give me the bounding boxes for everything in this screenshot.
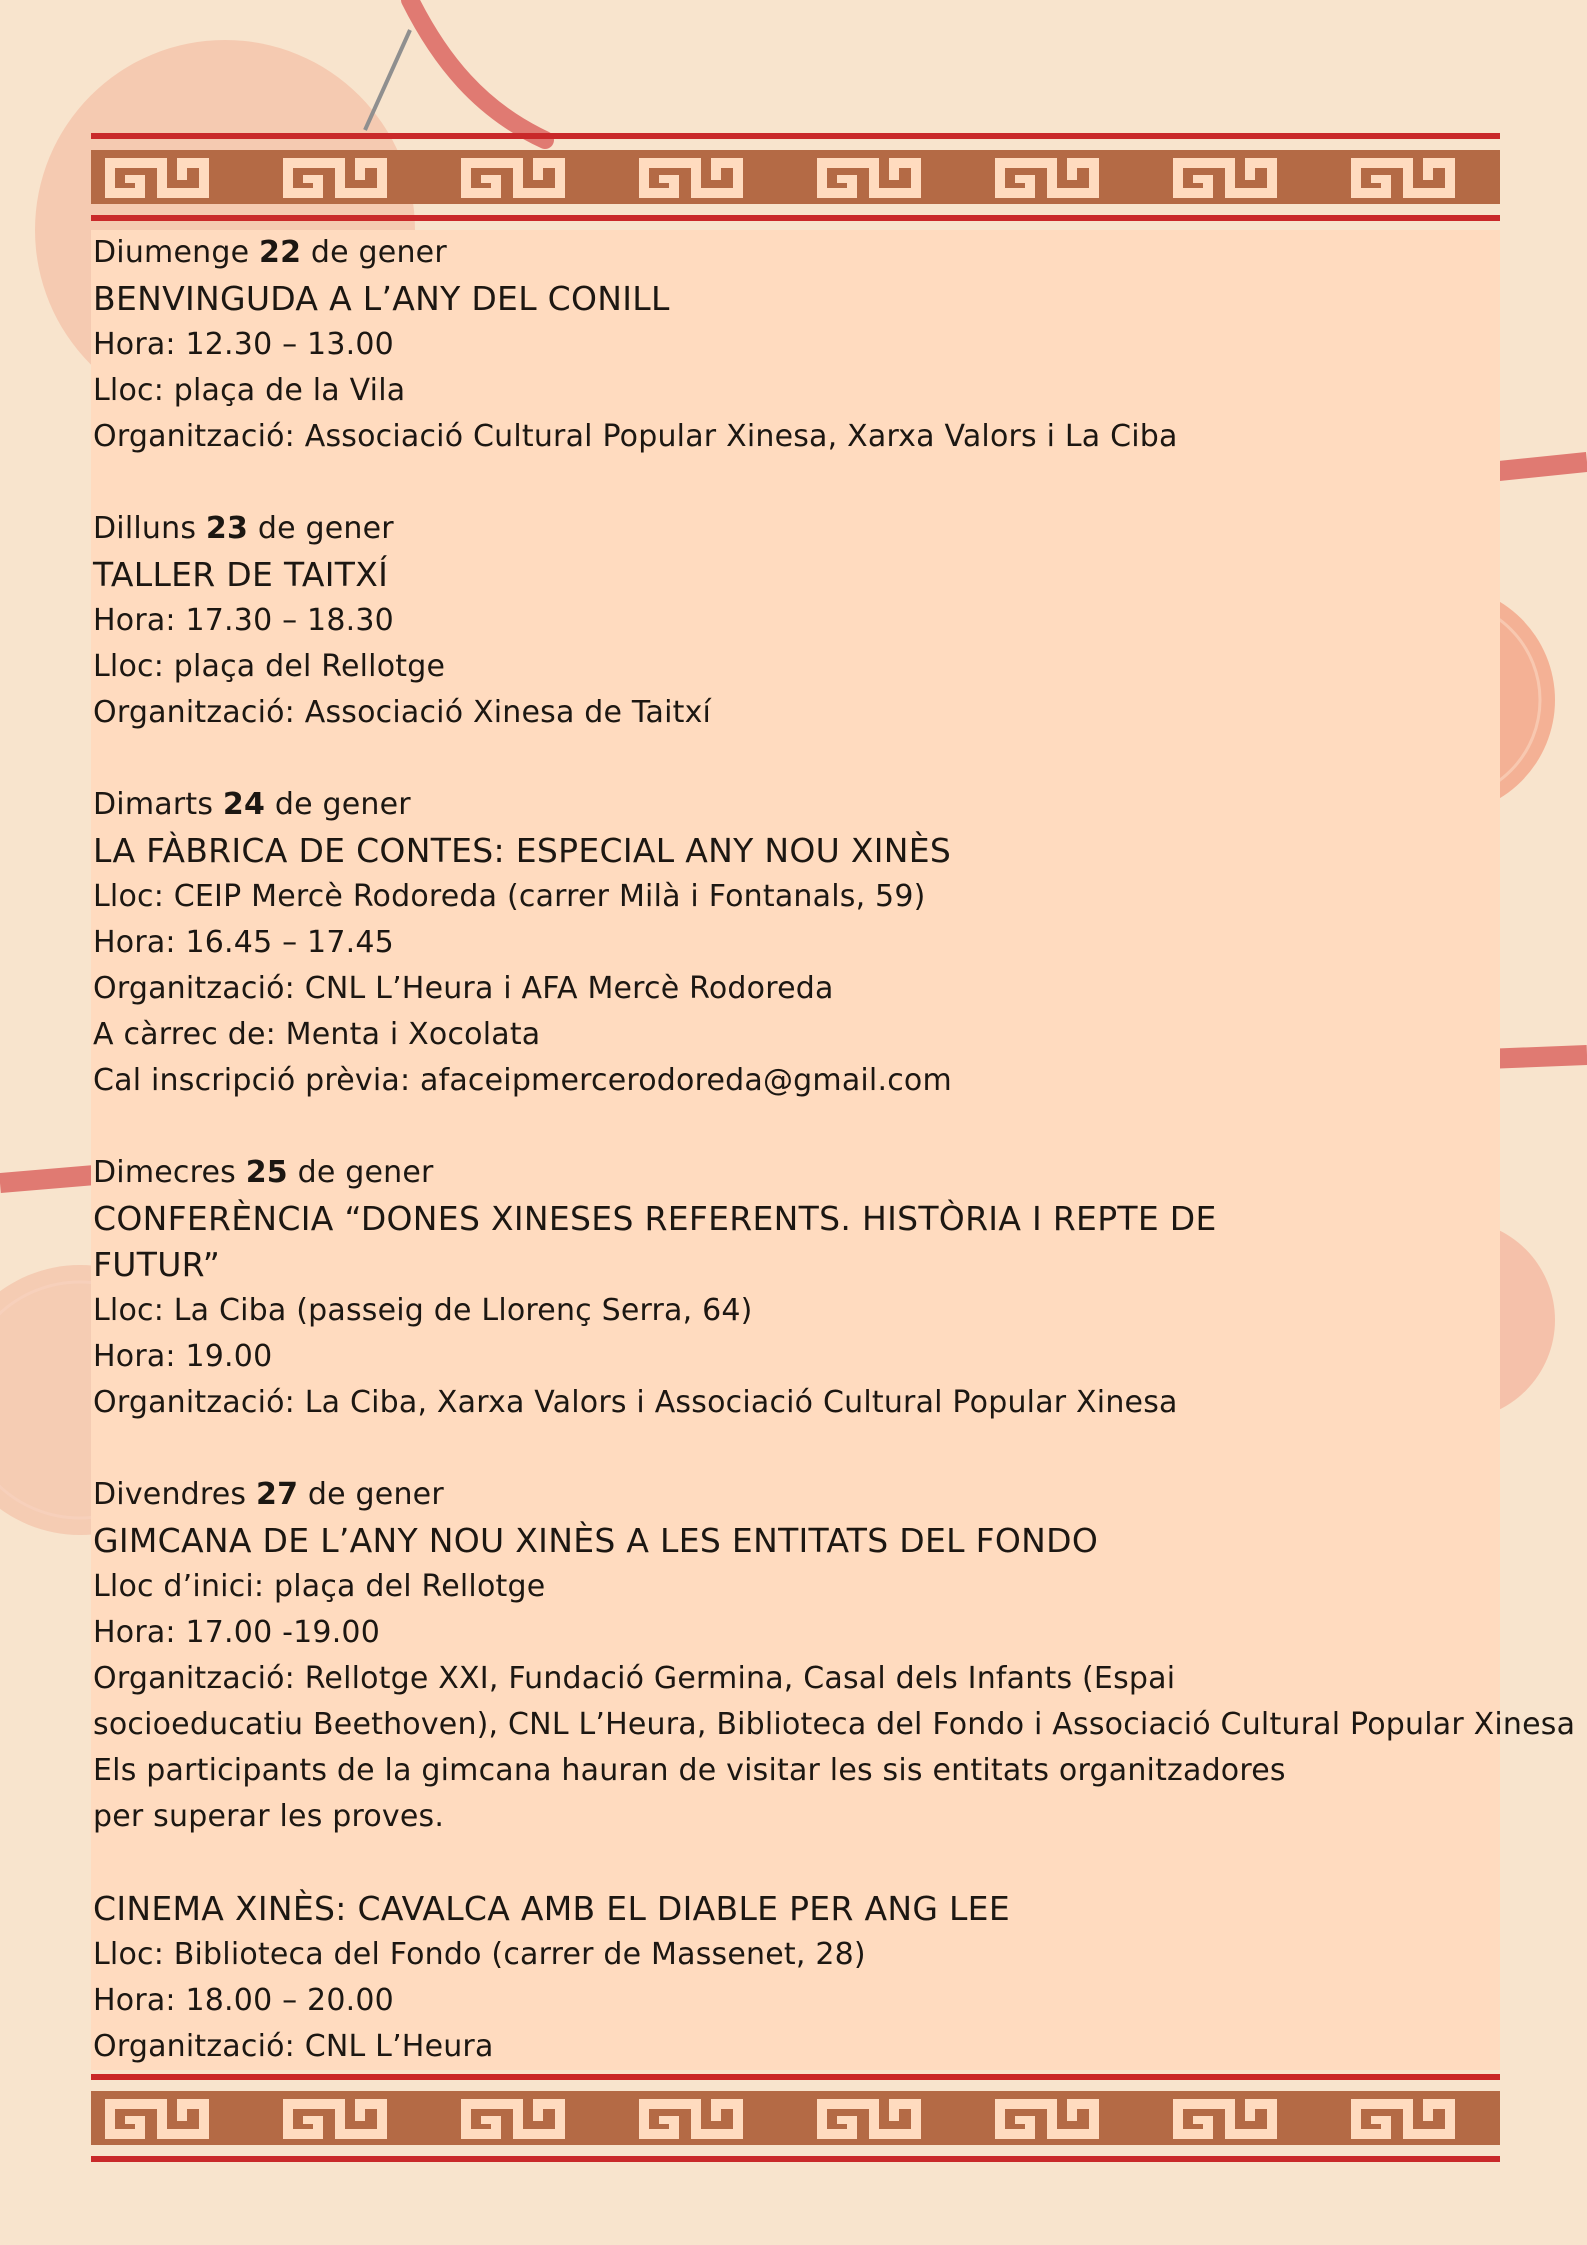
event-organizer: Organització: CNL L’Heura i AFA Mercè Rodoreda: [93, 971, 834, 1006]
event-organizer: Organització: Associació Xinesa de Taitxí: [93, 695, 712, 730]
event-title: BENVINGUDA A L’ANY DEL CONILL: [93, 279, 670, 318]
event-organizer: Organització: CNL L’Heura: [93, 2029, 494, 2064]
bottom-greek-key-border: [91, 2068, 1500, 2173]
event-date: Diumenge 22 de gener: [93, 235, 447, 270]
event-time: Hora: 12.30 – 13.00: [93, 327, 394, 362]
event-date: Divendres 27 de gener: [93, 1477, 444, 1512]
event-time: Hora: 17.00 -19.00: [93, 1615, 381, 1650]
event-organizer-continued: socioeducatiu Beethoven), CNL L’Heura, Biblioteca del Fondo i Associació Cultural Popular Xinesa: [93, 1707, 1576, 1742]
event-item: [93, 782, 1513, 1104]
event-location: Lloc: plaça del Rellotge: [93, 649, 446, 684]
event-date: Dilluns 23 de gener: [93, 511, 394, 546]
event-time: Hora: 18.00 – 20.00: [93, 1983, 394, 2018]
top-greek-key-border: [91, 125, 1500, 230]
event-time: Hora: 16.45 – 17.45: [93, 925, 394, 960]
event-date: Dimarts 24 de gener: [93, 787, 411, 822]
event-title-continued: FUTUR”: [93, 1245, 221, 1284]
event-location: Lloc: plaça de la Vila: [93, 373, 406, 408]
event-organizer: Organització: Rellotge XXI, Fundació Germina, Casal dels Infants (Espai: [93, 1661, 1176, 1696]
event-title: CINEMA XINÈS: CAVALCA AMB EL DIABLE PER ANG LEE: [93, 1889, 1010, 1928]
event-note-continued: per superar les proves.: [93, 1799, 445, 1834]
event-title: LA FÀBRICA DE CONTES: ESPECIAL ANY NOU XINÈS: [93, 831, 952, 870]
event-title: TALLER DE TAITXÍ: [93, 555, 389, 594]
event-location: Lloc: La Ciba (passeig de Llorenç Serra, 64): [93, 1293, 753, 1328]
event-location: Lloc: Biblioteca del Fondo (carrer de Massenet, 28): [93, 1937, 866, 1972]
event-organizer: Organització: Associació Cultural Popular Xinesa, Xarxa Valors i La Ciba: [93, 419, 1178, 454]
event-time: Hora: 17.30 – 18.30: [93, 603, 394, 638]
event-item: [93, 1886, 1513, 2070]
event-list: [93, 230, 1576, 2070]
event-title: CONFERÈNCIA “DONES XINESES REFERENTS. HISTÒRIA I REPTE DE: [93, 1199, 1217, 1238]
event-location: Lloc: CEIP Mercè Rodoreda (carrer Milà i Fontanals, 59): [93, 879, 926, 914]
event-item: [93, 1472, 1576, 1840]
event-item: [93, 230, 1513, 460]
event-organizer: Organització: La Ciba, Xarxa Valors i Associació Cultural Popular Xinesa: [93, 1385, 1178, 1420]
event-location: Lloc d’inici: plaça del Rellotge: [93, 1569, 546, 1604]
event-date: Dimecres 25 de gener: [93, 1155, 434, 1190]
event-presenter: A càrrec de: Menta i Xocolata: [93, 1017, 541, 1052]
event-item: [93, 506, 1513, 736]
event-title: GIMCANA DE L’ANY NOU XINÈS A LES ENTITATS DEL FONDO: [93, 1521, 1099, 1560]
event-time: Hora: 19.00: [93, 1339, 273, 1374]
event-note: Els participants de la gimcana hauran de visitar les sis entitats organitzadores: [93, 1753, 1286, 1788]
event-registration[interactable]: Cal inscripció prèvia: afaceipmercerodoreda@gmail.com: [93, 1063, 952, 1098]
event-item: [93, 1150, 1513, 1426]
